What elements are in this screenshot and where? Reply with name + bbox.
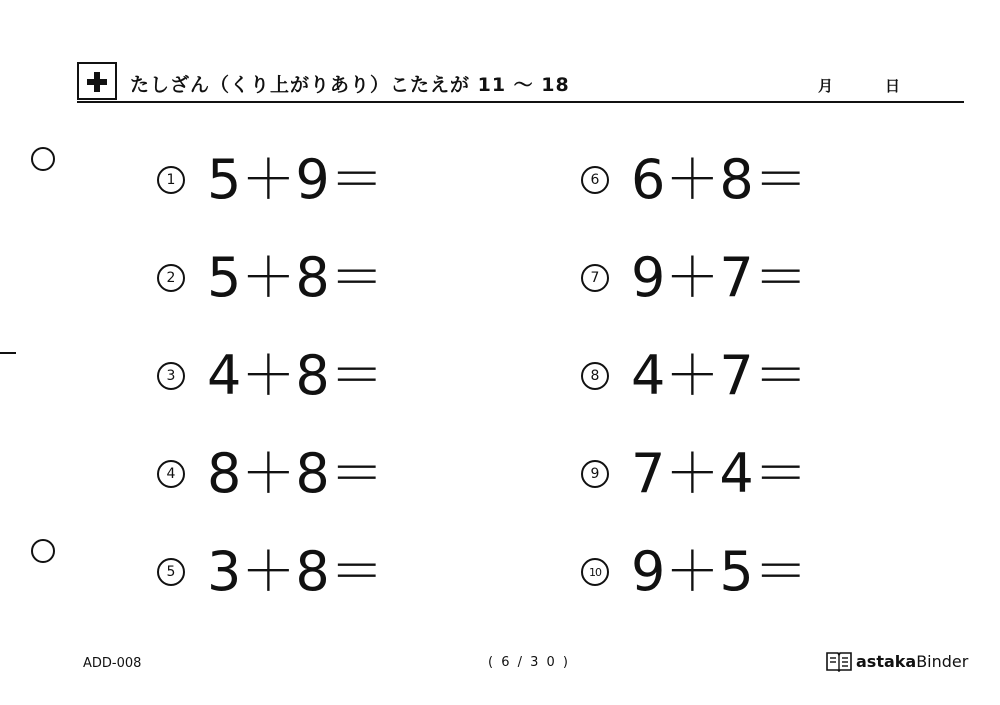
- header-rule: [77, 101, 964, 103]
- problem-number: 1: [157, 166, 185, 194]
- problem-expression: 6＋8＝: [631, 148, 808, 211]
- plus-icon: [77, 62, 117, 100]
- problem-expression: 9＋7＝: [631, 246, 808, 309]
- problem-10: [581, 542, 808, 602]
- brand-name: [856, 652, 968, 671]
- binder-hole-top: [31, 147, 55, 171]
- problem-5: [157, 542, 384, 602]
- fold-mark: [0, 352, 16, 354]
- problem-number: 2: [157, 264, 185, 292]
- problem-number: 9: [581, 460, 609, 488]
- problem-3: [157, 346, 384, 406]
- problem-number: 6: [581, 166, 609, 194]
- brand-name-light: Binder: [916, 651, 969, 671]
- problem-expression: 9＋5＝: [631, 540, 808, 603]
- problem-6: [581, 150, 808, 210]
- problem-9: [581, 444, 808, 504]
- problem-8: [581, 346, 808, 406]
- problem-expression: 5＋8＝: [207, 246, 384, 309]
- problem-1: [157, 150, 384, 210]
- problem-number: 4: [157, 460, 185, 488]
- problem-2: [157, 248, 384, 308]
- problem-expression: 4＋7＝: [631, 344, 808, 407]
- problem-expression: 3＋8＝: [207, 540, 384, 603]
- problem-number: 3: [157, 362, 185, 390]
- problem-expression: 7＋4＝: [631, 442, 808, 505]
- problem-expression: 8＋8＝: [207, 442, 384, 505]
- worksheet-code: ADD-008: [83, 656, 142, 671]
- problem-expression: 4＋8＝: [207, 344, 384, 407]
- brand-logo: [826, 650, 968, 672]
- page-indicator: ( 6 / 3 0 ): [488, 655, 570, 670]
- day-label: 日: [885, 77, 901, 95]
- binder-hole-bottom: [31, 539, 55, 563]
- month-label: 月: [818, 77, 834, 95]
- book-icon: [826, 650, 852, 672]
- worksheet-title: たしざん（くり上がりあり）こたえが 11 〜 18: [130, 74, 570, 96]
- problem-7: [581, 248, 808, 308]
- problem-4: [157, 444, 384, 504]
- problem-number: 7: [581, 264, 609, 292]
- problem-number: 10: [581, 558, 609, 586]
- brand-name-bold: astaka: [856, 651, 917, 671]
- problem-number: 8: [581, 362, 609, 390]
- problem-expression: 5＋9＝: [207, 148, 384, 211]
- problem-number: 5: [157, 558, 185, 586]
